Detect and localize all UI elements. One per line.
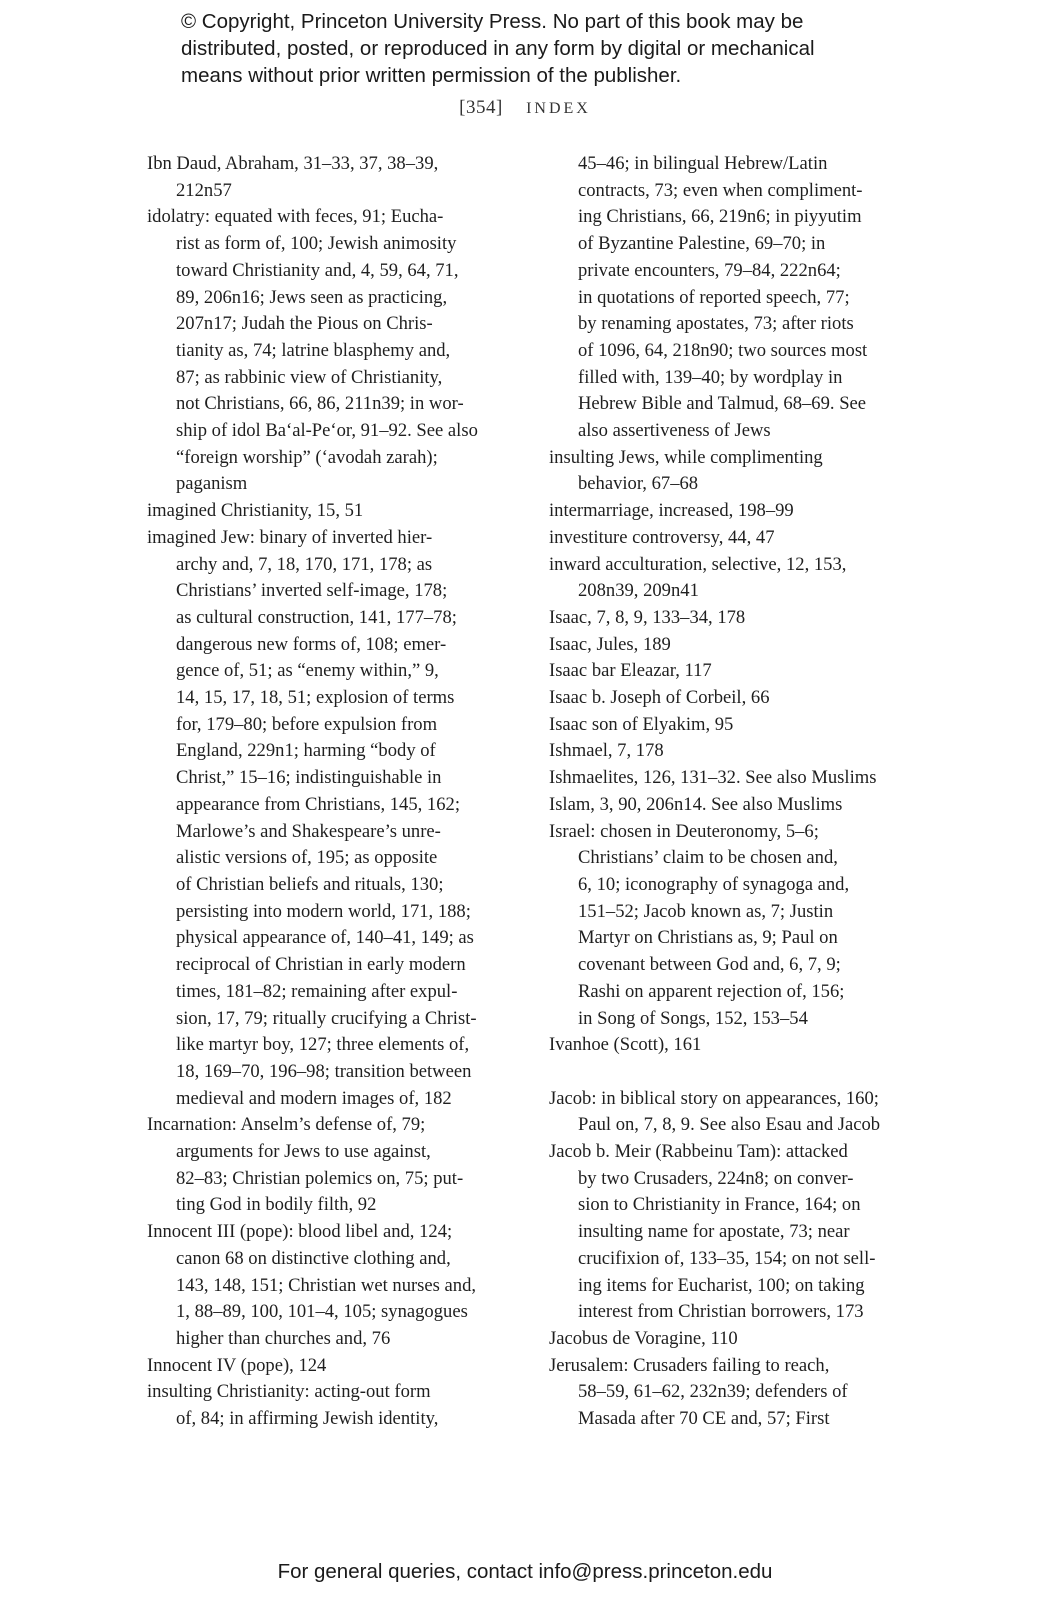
index-entry-line: private encounters, 79–84, 222n64; — [578, 259, 841, 281]
copyright-notice — [181, 8, 941, 89]
index-entry — [549, 658, 919, 685]
section-label: INDEX — [526, 100, 591, 117]
index-entry — [549, 1326, 919, 1353]
index-entry-line: dangerous new forms of, 108; emer- — [176, 633, 447, 655]
index-entry-line: in quotations of reported speech, 77; — [578, 286, 850, 308]
index-entry-line: for, 179–80; before expulsion from — [176, 713, 438, 735]
index-entry-line: of Christian beliefs and rituals, 130; — [176, 873, 444, 895]
index-entry-line: of 1096, 64, 218n90; two sources most — [578, 339, 868, 361]
index-entry-line: ing Christians, 66, 219n6; in piyyutim — [578, 206, 862, 228]
index-entry-line: ship of idol Ba‘al-Pe‘or, 91–92. See also — [176, 420, 478, 442]
index-entry-line: Jerusalem: Crusaders failing to reach, — [549, 1354, 830, 1376]
index-entry-line: covenant between God and, 6, 7, 9; — [578, 954, 841, 976]
index-entry-line: intermarriage, increased, 198–99 — [549, 500, 794, 522]
index-entry-line: 207n17; Judah the Pious on Chris- — [176, 313, 433, 335]
index-entry-line: Ishmaelites, 126, 131–32. See also Muslims — [549, 767, 877, 789]
index-entry-line: Jacob: in biblical story on appearances, 160; — [549, 1087, 879, 1109]
index-entry — [147, 1379, 517, 1432]
index-entry — [549, 1139, 919, 1326]
index-entry — [147, 525, 517, 1112]
index-entry-line: filled with, 139–40; by wordplay in — [578, 366, 843, 388]
letter-group-gap — [549, 1059, 919, 1086]
running-head — [0, 97, 1050, 119]
index-entry — [147, 1353, 517, 1380]
index-entry-line: sion to Christianity in France, 164; on — [578, 1194, 861, 1216]
index-entry-line: insulting Jews, while complimenting — [549, 446, 823, 468]
copyright-line: © Copyright, Princeton University Press. No part of this book may be — [181, 10, 804, 33]
index-entry-line: rist as form of, 100; Jewish animosity — [176, 233, 457, 255]
index-entry-line: inward acculturation, selective, 12, 153, — [549, 553, 847, 575]
index-column-right — [549, 151, 919, 1433]
index-entry-line: appearance from Christians, 145, 162; — [176, 793, 460, 815]
index-entry-line: “foreign worship” (‘avodah zarah); — [176, 446, 438, 468]
index-entry — [549, 525, 919, 552]
index-entry — [549, 738, 919, 765]
index-entry — [549, 765, 919, 792]
index-entry — [549, 1353, 919, 1433]
index-entry-line: Masada after 70 CE and, 57; First — [578, 1408, 830, 1430]
index-entry-line: behavior, 67–68 — [578, 473, 699, 495]
index-entry — [147, 1112, 517, 1219]
index-entry-line: Isaac, Jules, 189 — [549, 633, 671, 655]
index-entry-line: physical appearance of, 140–41, 149; as — [176, 927, 474, 949]
index-entry-line: as cultural construction, 141, 177–78; — [176, 606, 457, 628]
index-entry-line: Rashi on apparent rejection of, 156; — [578, 980, 845, 1002]
index-entry-line: Innocent III (pope): blood libel and, 124; — [147, 1221, 453, 1243]
index-entry-line: 151–52; Jacob known as, 7; Justin — [578, 900, 834, 922]
index-entry-line: 143, 148, 151; Christian wet nurses and, — [176, 1274, 477, 1296]
index-entry-line: Israel: chosen in Deuteronomy, 5–6; — [549, 820, 819, 842]
index-entry — [549, 819, 919, 1033]
index-entry — [549, 632, 919, 659]
index-entry-line: archy and, 7, 18, 170, 171, 178; as — [176, 553, 433, 575]
index-entry — [549, 1032, 919, 1059]
index-entry-line: Christ,” 15–16; indistinguishable in — [176, 767, 442, 789]
index-entry-continued — [549, 151, 919, 445]
index-entry-line: 14, 15, 17, 18, 51; explosion of terms — [176, 687, 455, 709]
index-entry-line: tianity as, 74; latrine blasphemy and, — [176, 339, 451, 361]
index-entry-line: 45–46; in bilingual Hebrew/Latin — [578, 153, 828, 174]
index-entry-line: 58–59, 61–62, 232n39; defenders of — [578, 1381, 848, 1403]
index-entry-line: Ivanhoe (Scott), 161 — [549, 1034, 702, 1056]
index-entry-line: 18, 169–70, 196–98; transition between — [176, 1060, 472, 1082]
index-entry-line: gence of, 51; as “enemy within,” 9, — [176, 660, 439, 682]
index-entry — [147, 498, 517, 525]
index-entry-line: crucifixion of, 133–35, 154; on not sell- — [578, 1247, 876, 1269]
index-entry — [549, 445, 919, 498]
index-entry-line: paganism — [176, 473, 248, 495]
index-entry-line: contracts, 73; even when compliment- — [578, 179, 863, 201]
index-entry-line: arguments for Jews to use against, — [176, 1141, 431, 1163]
index-entry-line: Innocent IV (pope), 124 — [147, 1354, 327, 1376]
index-entry — [549, 498, 919, 525]
index-entry-line: imagined Christianity, 15, 51 — [147, 500, 364, 522]
index-entry — [147, 1219, 517, 1353]
index-entry-line: Ibn Daud, Abraham, 31–33, 37, 38–39, — [147, 153, 439, 174]
index-entry-line: of, 84; in affirming Jewish identity, — [176, 1408, 439, 1430]
index-entry-line: 87; as rabbinic view of Christianity, — [176, 366, 443, 388]
index-entry-line: ing items for Eucharist, 100; on taking — [578, 1274, 865, 1296]
index-entry-line: alistic versions of, 195; as opposite — [176, 847, 438, 869]
index-entry-line: 1, 88–89, 100, 101–4, 105; synagogues — [176, 1301, 468, 1323]
index-entry-line: Islam, 3, 90, 206n14. See also Muslims — [549, 793, 843, 815]
index-entry — [549, 685, 919, 712]
index-entry-line: sion, 17, 79; ritually crucifying a Christ- — [176, 1007, 477, 1029]
index-entry-line: Isaac, 7, 8, 9, 133–34, 178 — [549, 606, 746, 628]
index-entry — [549, 1086, 919, 1139]
index-entry-line: Martyr on Christians as, 9; Paul on — [578, 927, 838, 949]
index-entry-line: Christians’ claim to be chosen and, — [578, 847, 838, 869]
index-entry-line: interest from Christian borrowers, 173 — [578, 1301, 864, 1323]
index-entry-line: 89, 206n16; Jews seen as practicing, — [176, 286, 448, 308]
index-column-left — [147, 151, 517, 1433]
index-entry-line: 212n57 — [176, 179, 232, 201]
index-entry — [147, 204, 517, 498]
contact-footer: For general queries, contact info@press.princeton.edu — [277, 1560, 773, 1583]
index-entry-line: canon 68 on distinctive clothing and, — [176, 1247, 451, 1269]
index-entry-line: not Christians, 66, 86, 211n39; in wor- — [176, 393, 464, 415]
index-entry-line: of Byzantine Palestine, 69–70; in — [578, 233, 826, 255]
index-entry-line: like martyr boy, 127; three elements of, — [176, 1034, 470, 1056]
index-entry — [549, 792, 919, 819]
copyright-line: means without prior written permission of the publisher. — [181, 64, 682, 87]
index-entry-line: persisting into modern world, 171, 188; — [176, 900, 471, 922]
index-entry-line: Jacobus de Voragine, 110 — [549, 1327, 738, 1349]
index-entry-line: insulting name for apostate, 73; near — [578, 1221, 850, 1243]
index-entry-line: Marlowe’s and Shakespeare’s unre- — [176, 820, 441, 842]
index-entry-line: Isaac son of Elyakim, 95 — [549, 713, 734, 735]
index-entry-line: Incarnation: Anselm’s defense of, 79; — [147, 1114, 426, 1136]
index-entry-line: investiture controversy, 44, 47 — [549, 526, 775, 548]
index-entry-line: Isaac bar Eleazar, 117 — [549, 660, 712, 682]
index-entry-line: ting God in bodily filth, 92 — [176, 1194, 377, 1216]
index-entry-line: higher than churches and, 76 — [176, 1327, 391, 1349]
index-entry-line: 6, 10; iconography of synagoga and, — [578, 873, 850, 895]
index-entry-line: by two Crusaders, 224n8; on conver- — [578, 1167, 854, 1189]
index-entry-line: medieval and modern images of, 182 — [176, 1087, 452, 1109]
index-entry-line: by renaming apostates, 73; after riots — [578, 313, 854, 335]
index-entry-line: also assertiveness of Jews — [578, 420, 771, 442]
index-entry-line: toward Christianity and, 4, 59, 64, 71, — [176, 259, 459, 281]
index-entry — [549, 605, 919, 632]
index-entry-line: idolatry: equated with feces, 91; Eucha- — [147, 206, 444, 228]
index-entry — [549, 552, 919, 605]
index-entry-line: 82–83; Christian polemics on, 75; put- — [176, 1167, 464, 1189]
index-entry-line: times, 181–82; remaining after expul- — [176, 980, 458, 1002]
index-entry-line: Isaac b. Joseph of Corbeil, 66 — [549, 687, 770, 709]
index-entry-line: 208n39, 209n41 — [578, 580, 699, 602]
copyright-line: distributed, posted, or reproduced in any form by digital or mechanical — [181, 37, 815, 60]
page-number: [354] — [459, 97, 503, 118]
index-entry-line: Christians’ inverted self-image, 178; — [176, 580, 448, 602]
index-entry-line: Paul on, 7, 8, 9. See also Esau and Jacob — [578, 1114, 881, 1136]
index-entry-line: Hebrew Bible and Talmud, 68–69. See — [578, 393, 867, 415]
index-entry-line: reciprocal of Christian in early modern — [176, 954, 466, 976]
index-entry-line: Ishmael, 7, 178 — [549, 740, 664, 762]
index-entry — [549, 712, 919, 739]
index-entry-line: Jacob b. Meir (Rabbeinu Tam): attacked — [549, 1141, 848, 1162]
index-entry — [147, 151, 517, 204]
index-entry-line: England, 229n1; harming “body of — [176, 740, 436, 762]
index-entry-line: imagined Jew: binary of inverted hier- — [147, 526, 433, 548]
index-entry-line: in Song of Songs, 152, 153–54 — [578, 1007, 808, 1029]
index-entry-line: insulting Christianity: acting-out form — [147, 1381, 431, 1403]
